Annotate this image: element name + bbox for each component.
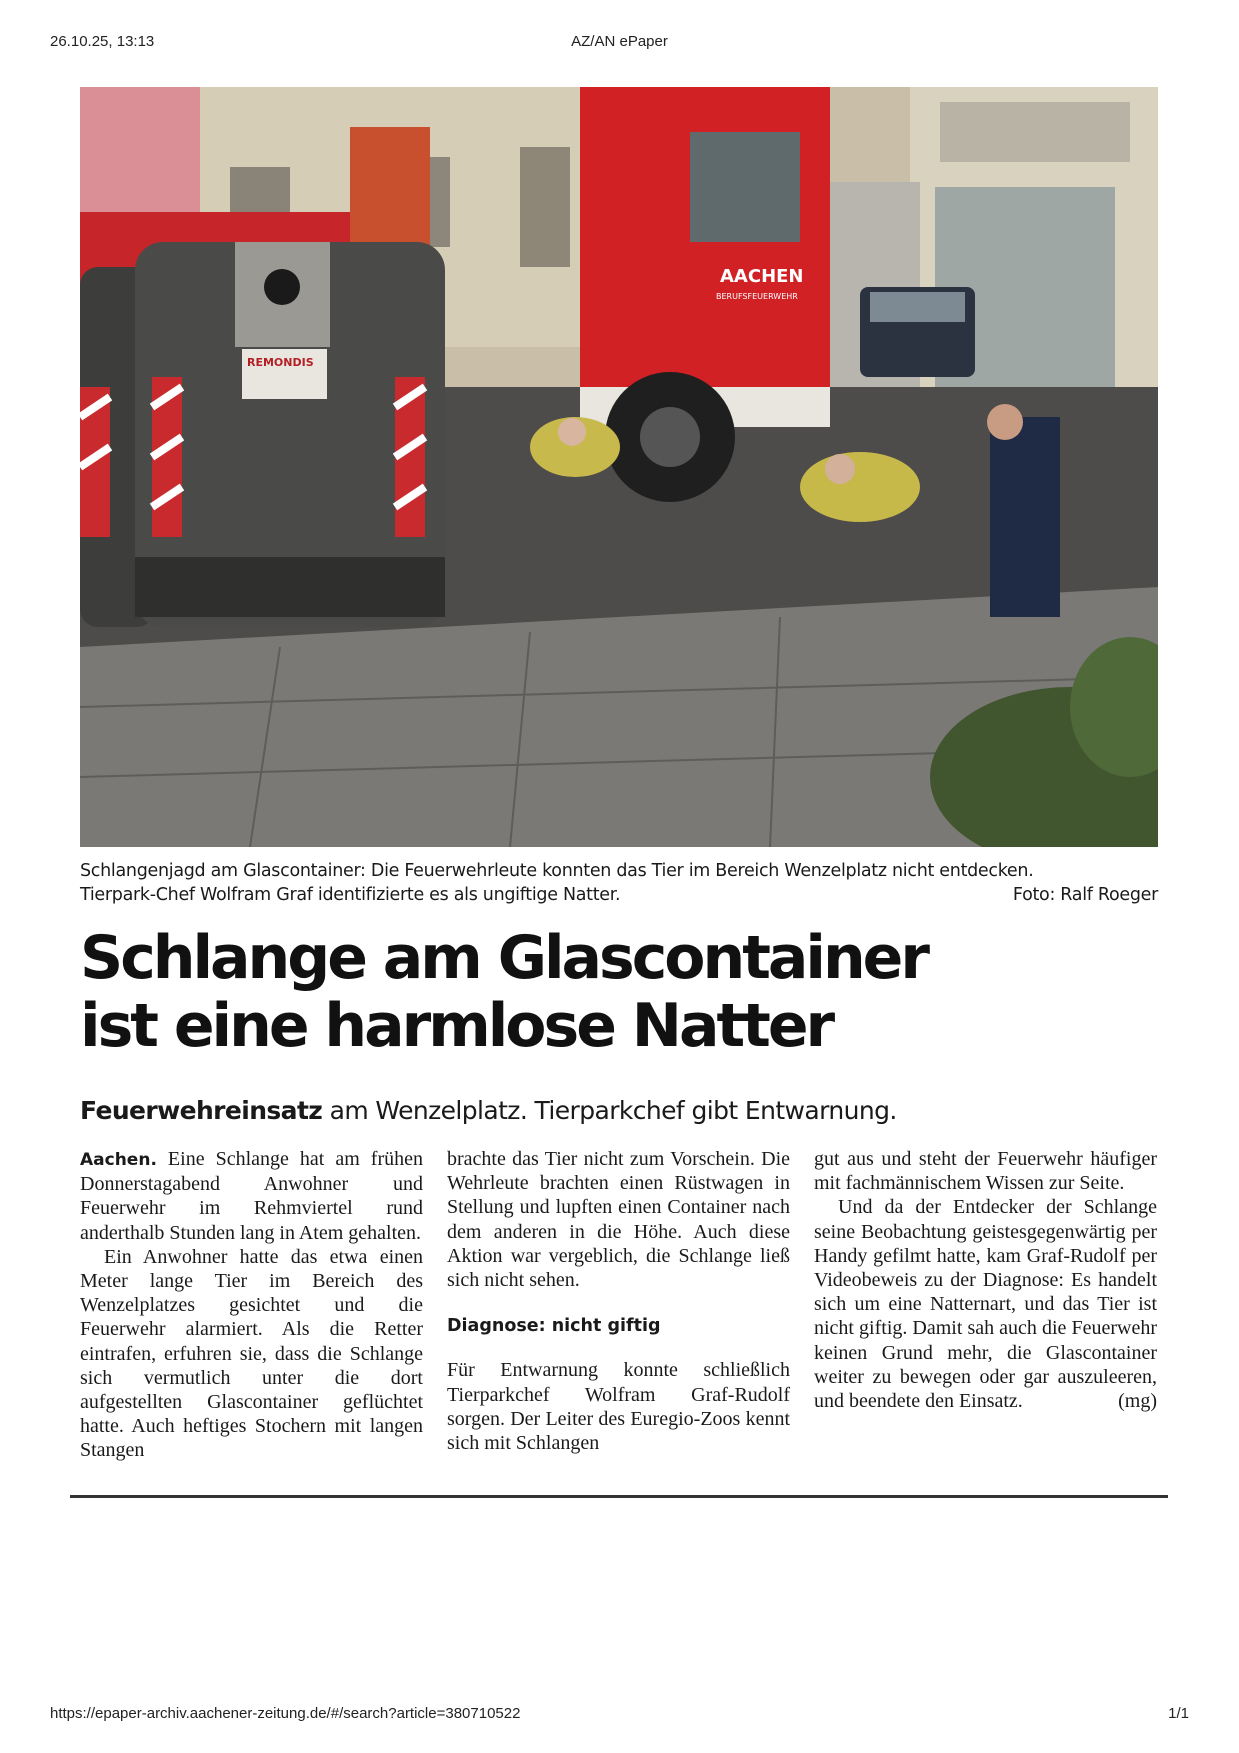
page-number: 1/1 [1168,1705,1189,1722]
truck-label: AACHEN [720,266,804,287]
article-photo [80,87,1158,847]
print-footer [50,1705,1189,1725]
paragraph: gut aus und steht der Feuerwehr häufiger mit fachmännischem Wissen zur Seite. [814,1148,1157,1195]
print-title: AZ/AN ePaper [571,33,668,50]
container-label: REMONDIS [247,356,314,369]
caption-line-2-text: Tierpark-Chef Wolfram Graf identifizierte es als ungiftige Natter. [80,885,621,905]
paragraph: Für Entwarnung konnte schließlich Tierparkchef Wolfram Graf-Rudolf sorgen. Der Leiter des Euregio-Zoos kennt sich mit Schlangen [447,1359,790,1455]
photo-credit: Foto: Ralf Roeger [1012,885,1158,905]
author-signature: (mg) [1118,1390,1157,1413]
caption-line-2 [80,883,1158,907]
subheadline [80,1095,1158,1127]
paragraph [814,1195,1157,1413]
paragraph-text: Eine Schlange hat am frühen Donnerstagabend Anwohner und Feuerwehr im Rehmviertel rund anderthalb Stunden lang in Atem gehalten. [80,1148,423,1244]
photo-caption [80,859,1158,907]
photo-illustration [80,87,1158,847]
headline-line-1: Schlange am Glascontainer [80,923,927,993]
article-column-3 [814,1147,1157,1413]
caption-line-1: Schlangenjagd am Glascontainer: Die Feuerwehrleute konnten das Tier im Bereich Wenzelplatz nicht entdecken. [80,861,1034,881]
print-header [50,33,1189,53]
print-timestamp: 26.10.25, 13:13 [50,33,155,50]
headline-line-2: ist eine harmlose Natter [80,991,833,1061]
headline [80,924,1158,1060]
article-column-2 [447,1147,790,1455]
truck-sublabel: BERUFSFEUERWEHR [716,292,798,301]
source-url[interactable]: https://epaper-archiv.aachener-zeitung.de/#/search?article=380710522 [50,1705,521,1722]
section-subheading: Diagnose: nicht giftig [447,1316,661,1337]
paragraph: brachte das Tier nicht zum Vorschein. Die Wehrleute brachten einen Rüstwagen in Stellung und lupften einen Container nach dem anderen in die Höhe. Auch diese Aktion war vergeblich, die Schlange ließ sich nicht sehen. [447,1148,790,1292]
dateline: Aachen. [80,1150,157,1170]
paragraph-text: Und da der Entdecker der Schlange seine Beobachtung geistesgegenwärtig per Handy gefilmt hatte, kam Graf-Rudolf per Videobeweis zu der Diagnose: Es handelt sich um eine Natternart, und das Tier ist nicht giftig. Damit sah auch die Feuerwehr keinen Grund mehr, die Glascontainer weiter zu bewegen oder gar auszuleeren, und beendete den Einsatz. [814,1196,1157,1413]
subhead-text: am Wenzelplatz. Tierparkchef gibt Entwarnung. [322,1096,897,1125]
subhead-kicker: Feuerwehreinsatz [80,1096,323,1125]
article-bottom-rule [70,1495,1168,1498]
article-column-1 [80,1147,423,1463]
paragraph: Ein Anwohner hatte das etwa einen Meter lange Tier im Bereich des Wenzelplatzes gesichtet und die Feuerwehr alarmiert. Als die Retter eintrafen, erfuhren sie, dass die Schlange sich vermutlich unter die dort aufgestellten Glascontainer geflüchtet hatte. Auch heftiges Stochern mit langen Stangen [80,1245,423,1462]
paragraph [80,1147,423,1245]
